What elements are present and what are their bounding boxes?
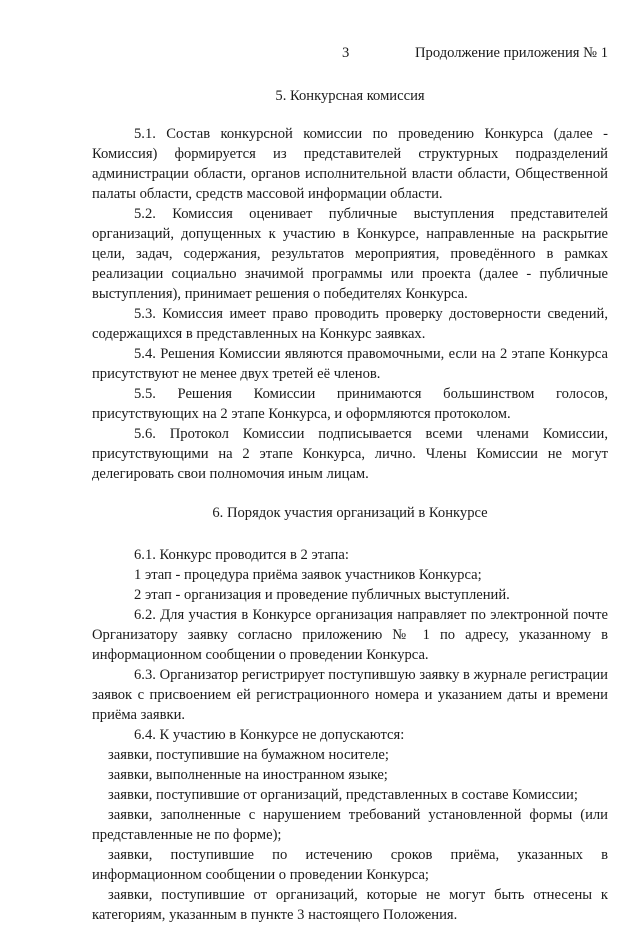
section-5-title: 5. Конкурсная комиссия: [275, 88, 425, 104]
exclusion-item: заявки, поступившие по истечению сроков приёма, указанных в информационном сообщении о проведении Конкурса;: [92, 847, 608, 883]
stage-2-item: 2 этап - организация и проведение публичных выступлений.: [134, 587, 510, 603]
exclusion-item: заявки, поступившие от организаций, которые не могут быть отнесены к категориям, указанным в пункте 3 настоящего Положения.: [92, 887, 608, 923]
exclusion-item: заявки, поступившие на бумажном носителе;: [108, 747, 389, 763]
document-page: [92, 0, 608, 925]
appendix-continuation-note: Продолжение приложения № 1: [415, 45, 608, 61]
exclusion-item: заявки, выполненные на иностранном языке;: [108, 767, 388, 783]
paragraph-5-1: 5.1. Состав конкурсной комиссии по проведению Конкурса (далее - Комиссия) формируется из представителей структурных подразделений администрации области, органов исполнительной власти области, Общественной палаты области, средств массовой информации области.: [92, 126, 608, 202]
exclusion-item: заявки, поступившие от организаций, представленных в составе Комиссии;: [108, 787, 578, 803]
paragraph-6-3: 6.3. Организатор регистрирует поступившую заявку в журнале регистрации заявок с присвоением ей регистрационного номера и указанием даты и времени приёма заявки.: [92, 667, 608, 723]
exclusion-item: заявки, заполненные с нарушением требований установленной формы (или представленные не по форме);: [92, 807, 608, 843]
paragraph-5-3: 5.3. Комиссия имеет право проводить проверку достоверности сведений, содержащихся в представленных на Конкурс заявках.: [92, 306, 608, 342]
paragraph-6-1: 6.1. Конкурс проводится в 2 этапа:: [134, 547, 349, 563]
paragraph-5-4: 5.4. Решения Комиссии являются правомочными, если на 2 этапе Конкурса присутствуют не менее двух третей её членов.: [92, 346, 608, 382]
paragraph-6-2: 6.2. Для участия в Конкурсе организация направляет по электронной почте Организатору заявку согласно приложению № 1 по адресу, указанному в информационном сообщении о проведении Конкурса.: [92, 607, 608, 663]
paragraph-5-6: 5.6. Протокол Комиссии подписывается всеми членами Комиссии, присутствующими на 2 этапе Конкурса, лично. Члены Комиссии не могут делегировать свои полномочия иным лицам.: [92, 426, 608, 482]
paragraph-5-2: 5.2. Комиссия оценивает публичные выступления представителей организаций, допущенных к участию в Конкурсе, направленные на раскрытие цели, задач, содержания, результатов мероприятия, проведённого в рамках реализации социально значимой программы или проекта (далее - публичные выступления), принимает решения о победителях Конкурса.: [92, 206, 608, 302]
page-header: [92, 0, 608, 60]
stage-1-item: 1 этап - процедура приёма заявок участников Конкурса;: [134, 567, 482, 583]
section-6-title: 6. Порядок участия организаций в Конкурсе: [212, 505, 488, 521]
paragraph-6-4: 6.4. К участию в Конкурсе не допускаются:: [134, 727, 405, 743]
paragraph-5-5: 5.5. Решения Комиссии принимаются большинством голосов, присутствующих на 2 этапе Конкурса, и оформляются протоколом.: [92, 386, 608, 422]
page-number: 3: [342, 45, 350, 61]
